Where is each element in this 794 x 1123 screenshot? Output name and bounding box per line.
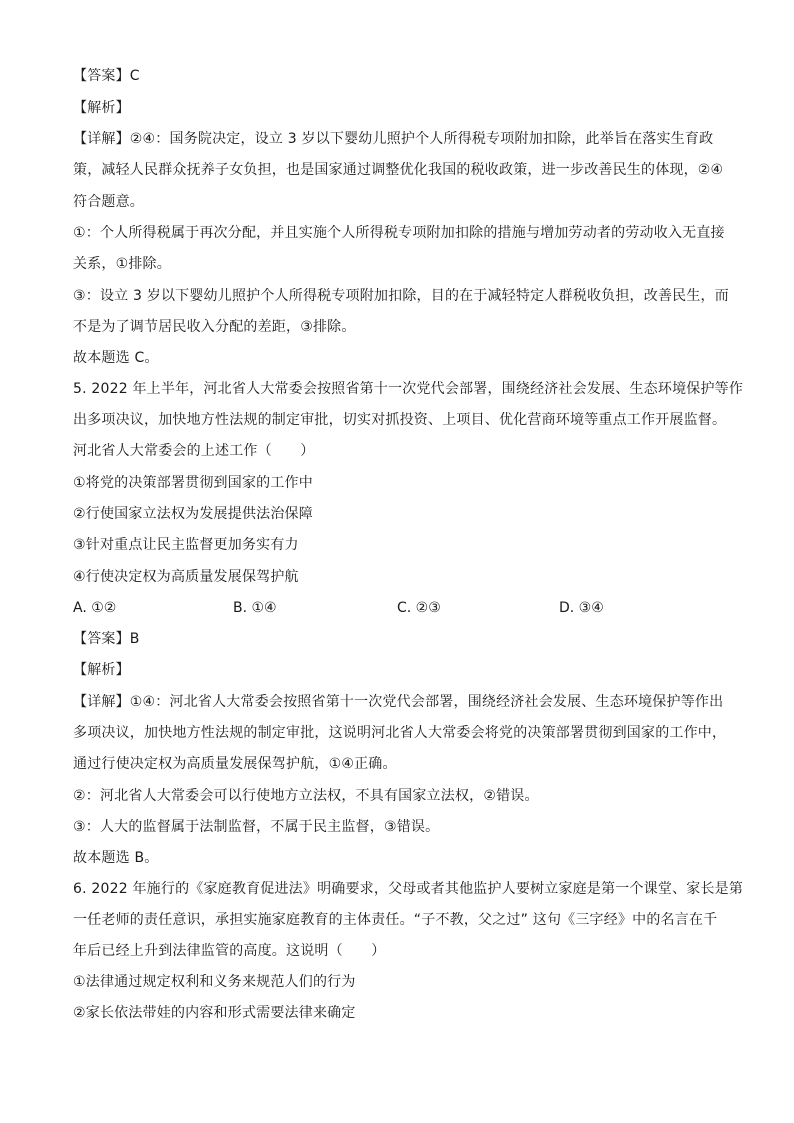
statement-item: ②行使国家立法权为发展提供法治保障 [73,506,313,522]
statement-item: ①法律通过规定权利和义务来规范人们的行为 [73,974,356,990]
detail-line: ①：个人所得税属于再次分配，并且实施个人所得税专项附加扣除的措施与增加劳动者的劳动收入无直接 [73,225,725,241]
statement-item: ②家长依法带娃的内容和形式需要法律来确定 [73,1005,356,1021]
option-d: D. ③④ [559,600,604,616]
statement-item: ④行使决定权为高质量发展保驾护航 [73,569,299,585]
question-stem-line: 出多项决议，加快地方性法规的制定审批，切实对抓投资、上项目、优化营商环境等重点工作开展监督。 [73,412,727,428]
detail-line: 【详解】①④：河北省人大常委会按照省第十一次党代会部署，围绕经济社会发展、生态环境保护等作出 [73,694,724,710]
detail-line: 关系，①排除。 [73,256,171,272]
detail-line: 符合题意。 [73,194,144,210]
option-a: A. ①② [73,600,117,616]
conclusion-line: 故本题选 B。 [73,850,159,866]
question-stem-line: 5. 2022 年上半年，河北省人大常委会按照省第十一次党代会部署，围绕经济社会发展、生态环境保护等作 [73,381,744,397]
question-stem-line: 年后已经上升到法律监管的高度。这说明（ ） [73,943,386,959]
option-c: C. ②③ [397,600,441,616]
question-stem-line: 河北省人大常委会的上述工作（ ） [73,443,315,459]
detail-line: 不是为了调节居民收入分配的差距，③排除。 [73,319,356,335]
statement-item: ①将党的决策部署贯彻到国家的工作中 [73,475,313,491]
question-stem-line: 6. 2022 年施行的《家庭教育促进法》明确要求，父母或者其他监护人要树立家庭是第一个课堂、家长是第 [73,881,744,897]
question-stem-line: 一任老师的责任意识，承担实施家庭教育的主体责任。“子不教，父之过” 这句《三字经》中的名言在千 [73,912,718,928]
detail-line: 【详解】②④：国务院决定，设立 3 岁以下婴幼儿照护个人所得税专项附加扣除，此举旨在落实生育政 [73,131,714,147]
detail-line: ②：河北省人大常委会可以行使地方立法权，不具有国家立法权，②错误。 [73,788,539,804]
analysis-label: 【解析】 [73,662,130,678]
answer-label: 【答案】C [73,68,140,84]
detail-line: ③：设立 3 岁以下婴幼儿照护个人所得税专项附加扣除，目的在于减轻特定人群税收负担，改善民生，而 [73,288,729,304]
statement-item: ③针对重点让民主监督更加务实有力 [73,537,299,553]
answer-label: 【答案】B [73,631,140,647]
detail-line: 策，减轻人民群众抚养子女负担，也是国家通过调整优化我国的税收政策，进一步改善民生的体现，②④ [73,162,724,178]
detail-line: 通过行使决定权为高质量发展保驾护航，①④正确。 [73,756,397,772]
analysis-label: 【解析】 [73,100,130,116]
detail-line: ③：人大的监督属于法制监督，不属于民主监督，③错误。 [73,819,440,835]
detail-line: 多项决议，加快地方性法规的制定审批，这说明河北省人大常委会将党的决策部署贯彻到国家的工作中， [73,725,727,741]
option-b: B. ①④ [233,600,277,616]
conclusion-line: 故本题选 C。 [73,350,159,366]
